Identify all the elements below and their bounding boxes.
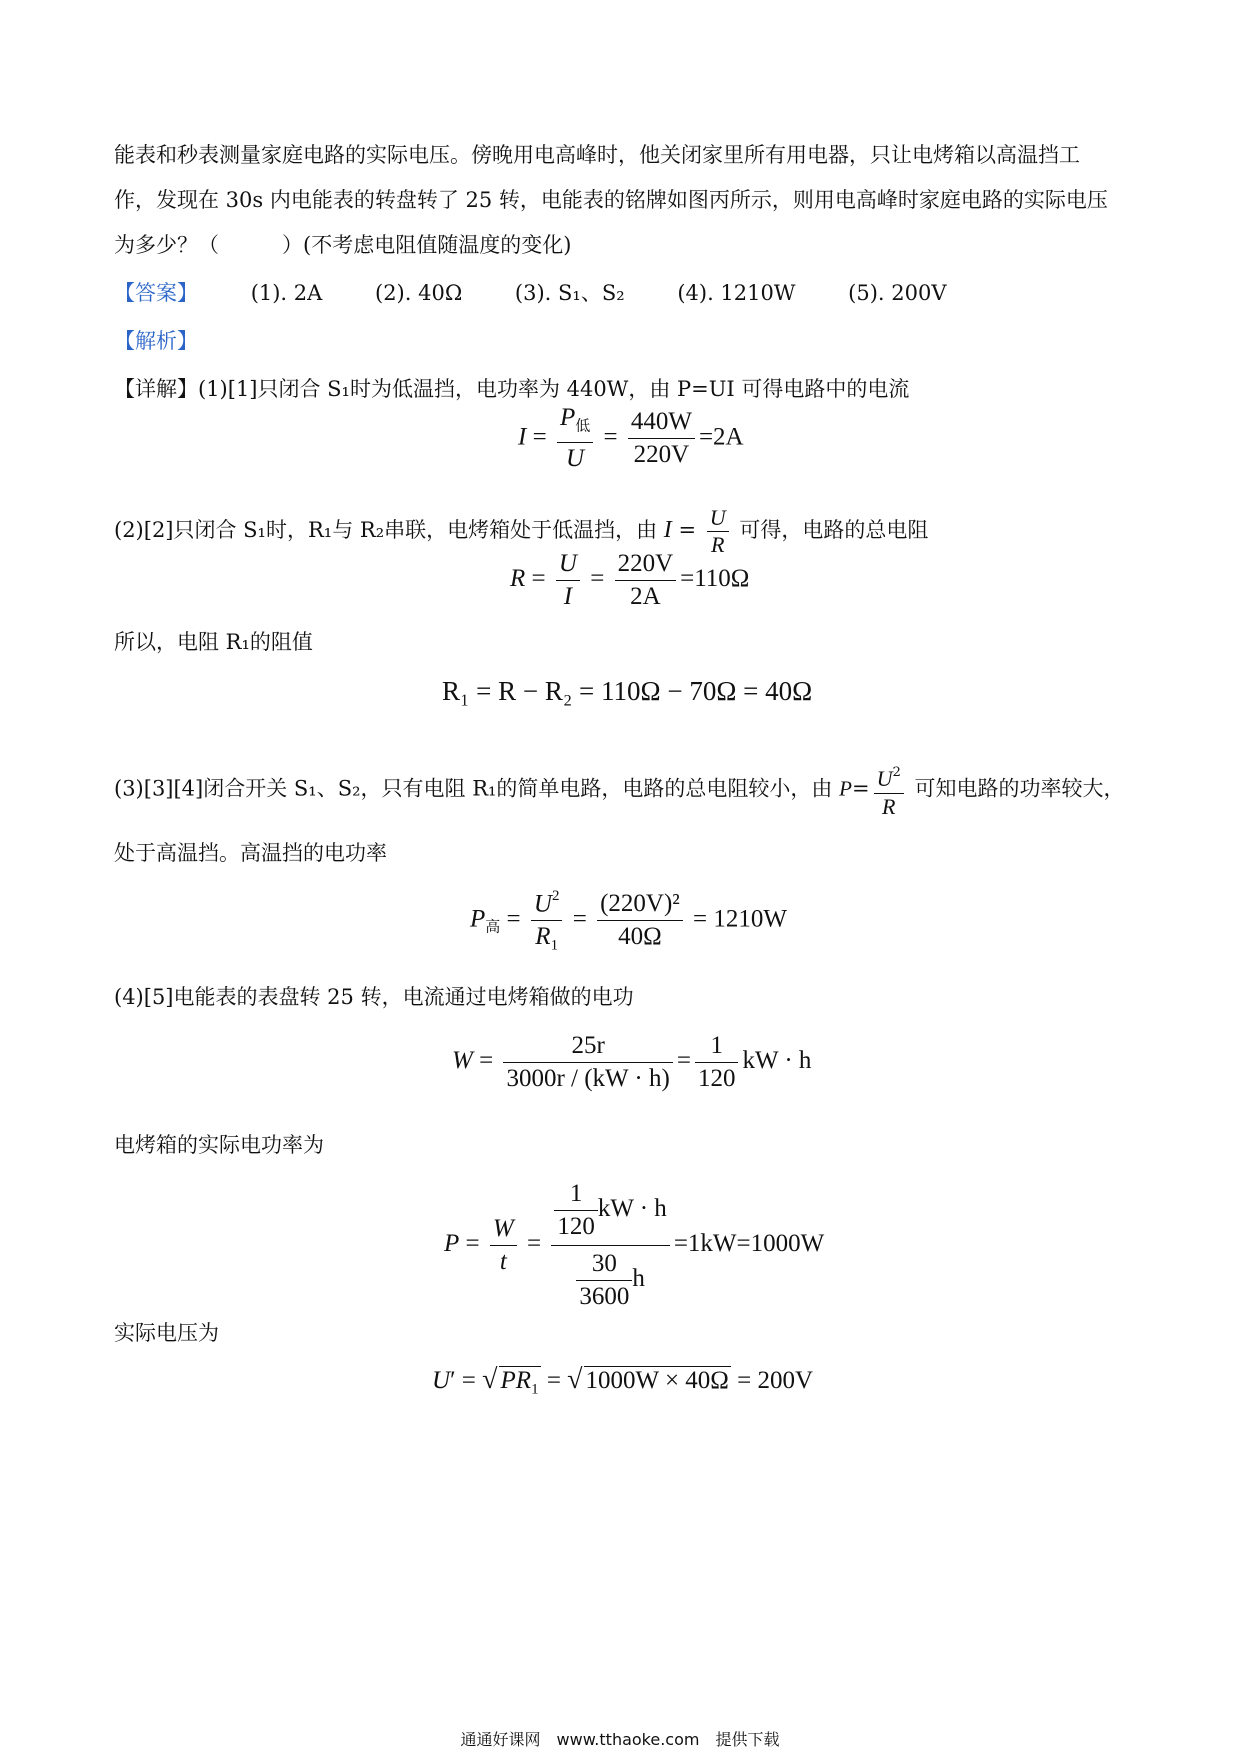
- detail-label: 【详解】: [114, 377, 198, 401]
- formula-total-resistance: R = $\frac{U}{I}$ = $\frac{220V}{2A}$ =110Ω: [510, 548, 749, 613]
- f5-frac-den: 120: [697, 1065, 736, 1092]
- f2-result: =110Ω: [680, 565, 750, 593]
- answer-item-3: (3). S₁、S₂: [514, 281, 625, 305]
- step-2-pre: (2)[2]只闭合 S₁时，R₁与 R₂串联，电烤箱处于低温挡，由: [114, 518, 658, 542]
- formula-r1: R₁ = R − R₂ = 110Ω − 70Ω = 40Ω: [442, 676, 813, 706]
- step-4-post: 可知电路的功率较大，: [914, 776, 1125, 801]
- f6-b-num: 30: [576, 1248, 632, 1281]
- step-5-text: (4)[5]电能表的表盘转 25 转，电流通过电烤箱做的电功: [114, 985, 634, 1009]
- intro-line-3: 为多少？（ ）(不考虑电阻值随温度的变化): [114, 233, 572, 257]
- step-2-post: 可得，电路的总电阻: [739, 518, 929, 542]
- answer-item-2: (2). 40Ω: [375, 281, 463, 305]
- f6-a-num: 1: [554, 1178, 598, 1211]
- f6-a-den: 120: [557, 1213, 595, 1240]
- formula-high-power: $P_高$ = $\frac{U^2}{R_1}$ = $\frac{\text{(220V)²}}{40\Omega}$ = 1210W: [470, 880, 787, 962]
- f6-result: =1kW=1000W: [673, 1230, 825, 1258]
- step-3-text: 所以，电阻 R₁的阻值: [114, 630, 313, 654]
- f4-num: (220V)²: [597, 888, 683, 921]
- f6-unit-2: h: [632, 1265, 645, 1293]
- f2-num: 220V: [615, 548, 677, 581]
- answer-item-1: (1). 2A: [250, 281, 323, 305]
- analysis-label: 【解析】: [114, 329, 198, 353]
- f7-radicand: 1000W × 40Ω: [585, 1367, 729, 1394]
- f1-den: 220V: [633, 441, 690, 469]
- formula-actual-power: P = $\frac{W}{t}$ = $\frac{1}{120}$ kW · h $\frac{30}{3600}$ h =1kW=1000W: [444, 1178, 824, 1313]
- formula-current: I = $\frac{P_低}{U}$ = $\frac{440W}{220V}$ =2A: [518, 404, 744, 473]
- f5-frac-num: 1: [695, 1030, 739, 1063]
- f5-den: 3000r / (kW · h): [506, 1065, 670, 1092]
- step-6-text: 电烤箱的实际电功率为: [114, 1133, 324, 1157]
- step-4-line-2: 处于高温挡。高温挡的电功率: [114, 841, 387, 865]
- answer-label: 【答案】: [114, 281, 198, 305]
- f7-result: = 200V: [737, 1367, 814, 1394]
- step-4-text: (3)[3][4]闭合开关 S₁、S₂，只有电阻 R₁的简单电路，电路的总电阻较小，由 P= $\frac{U^2}{R}$ 可知电路的功率较大，: [114, 760, 1125, 820]
- step-7-text: 实际电压为: [114, 1321, 219, 1345]
- f2-den: 2A: [630, 583, 661, 610]
- step-4-pre: (3)[3][4]闭合开关 S₁、S₂，只有电阻 R₁的简单电路，电路的总电阻较小，由: [114, 776, 833, 801]
- formula-actual-voltage: U′ = √ $PR_1$ = √ 1000W × 40Ω = 200V: [432, 1364, 814, 1398]
- f5-unit: kW · h: [742, 1047, 812, 1075]
- answer-row: [114, 278, 947, 308]
- f1-result: =2A: [698, 423, 744, 451]
- step-2-text: (2)[2]只闭合 S₁时，R₁与 R₂串联，电烤箱处于低温挡，由 I = $\frac{U}{R}$ 可得，电路的总电阻: [114, 505, 929, 557]
- f6-b-den: 3600: [579, 1283, 630, 1310]
- f4-result: = 1210W: [693, 905, 787, 933]
- f6-unit-1: kW · h: [597, 1195, 667, 1223]
- f5-num: 25r: [503, 1030, 672, 1063]
- step-1-text: [114, 374, 909, 404]
- answer-item-4: (4). 1210W: [677, 281, 796, 305]
- page-footer: 通通好课网 www.tthaoke.com 提供下载: [460, 1730, 780, 1749]
- step-1-body: (1)[1]只闭合 S₁时为低温挡，电功率为 440W，由 P=UI 可得电路中的电流: [198, 377, 910, 401]
- answer-item-5: (5). 200V: [848, 281, 947, 305]
- intro-line-1: 能表和秒表测量家庭电路的实际电压。傍晚用电高峰时，他关闭家里所有用电器，只让电烤箱以高温挡工: [114, 143, 1080, 167]
- intro-line-2: 作，发现在 30s 内电能表的转盘转了 25 转，电能表的铭牌如图丙所示，则用电高峰时家庭电路的实际电压: [114, 188, 1108, 212]
- f1-num: 440W: [628, 406, 695, 439]
- f4-den: 40Ω: [618, 923, 662, 951]
- formula-work: W = $\frac{25r}{3000r / (kW \cdot h)}$ = $\frac{1}{120}$ kW · h: [452, 1030, 811, 1095]
